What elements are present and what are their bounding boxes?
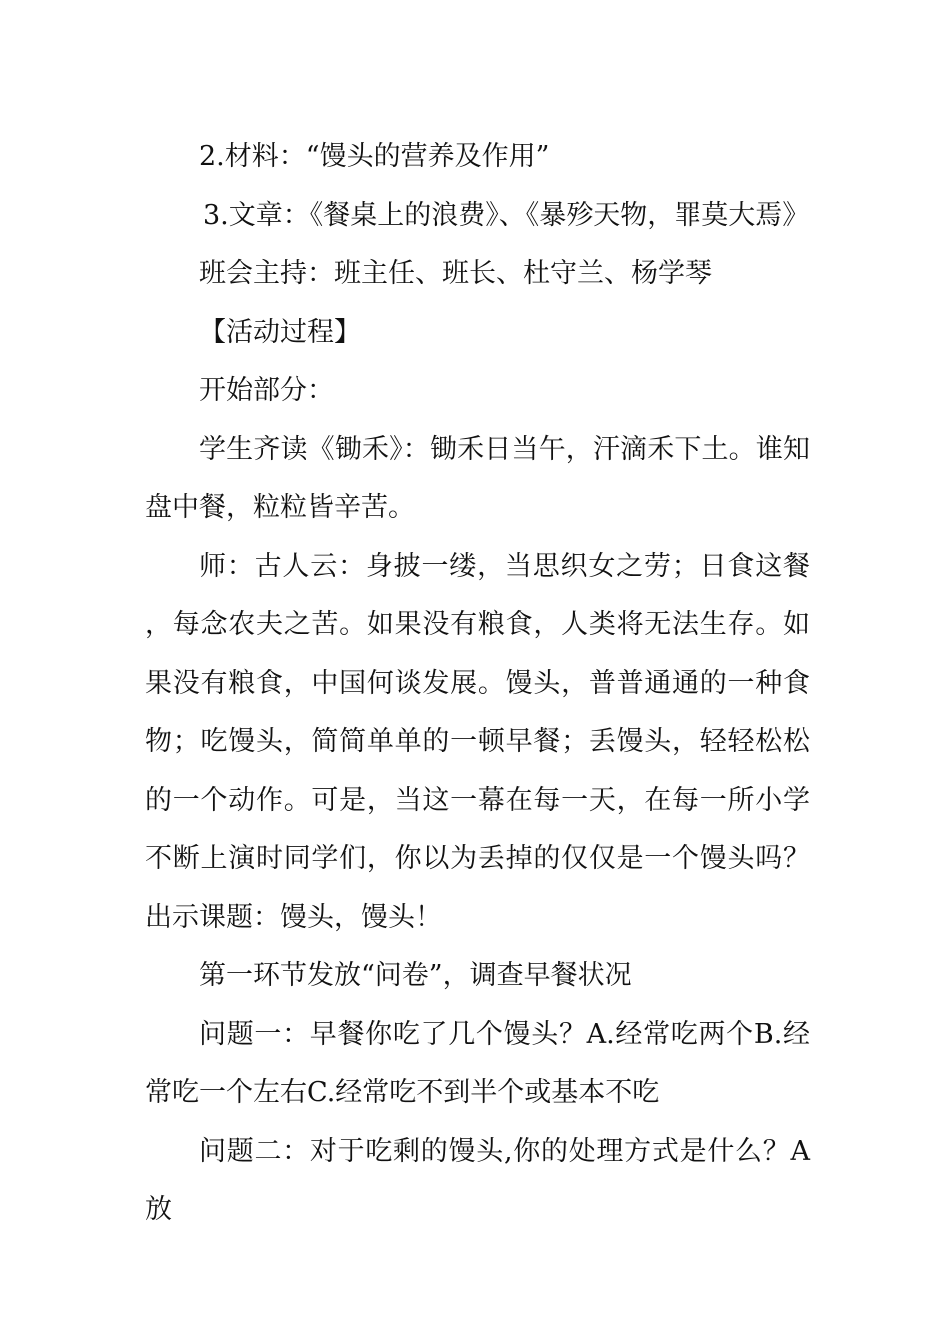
paragraph-first-section: 第一环节发放“问卷”，调查早餐状况 bbox=[199, 960, 632, 991]
paragraph-hosts: 班会主持：班主任、班长、杜守兰、杨学琴 bbox=[199, 258, 712, 289]
paragraph-teacher-speech: 师：古人云：身披一缕，当思织女之劳；日食这餐，每念农夫之苦。如果没有粮食，人类将无法生存。如果没有粮食，中国何谈发展。馒头，普普通通的一种食物；吃馒头，简简单单的一顿早餐；丢馒头，轻轻松松的一个动作。可是，当这一幕在每一天，在每一所小学不断上演时同学们，你以为丢掉的仅仅是一个馒头吗？出示课题：馒头，馒头！ bbox=[145, 550, 810, 933]
paragraph-poem-reading: 学生齐读《锄禾》：锄禾日当午，汗滴禾下土。谁知盘中餐，粒粒皆辛苦。 bbox=[145, 433, 810, 523]
paragraph-opening: 开始部分： bbox=[199, 375, 334, 406]
paragraph-materials: 2.材料：“馒头的营养及作用” bbox=[199, 141, 550, 172]
paragraph-articles: 3.文章：《餐桌上的浪费》、《暴殄天物，罪莫大焉》 bbox=[203, 199, 810, 231]
section-heading-activity-process: 【活动过程】 bbox=[199, 316, 361, 348]
document-body bbox=[145, 128, 810, 1240]
paragraph-question-two: 问题二：对于吃剩的馒头,你的处理方式是什么？A放 bbox=[145, 1135, 810, 1225]
paragraph-question-one: 问题一：早餐你吃了几个馒头？A.经常吃两个B.经常吃一个左右C.经常吃不到半个或基本不吃 bbox=[145, 1018, 810, 1108]
